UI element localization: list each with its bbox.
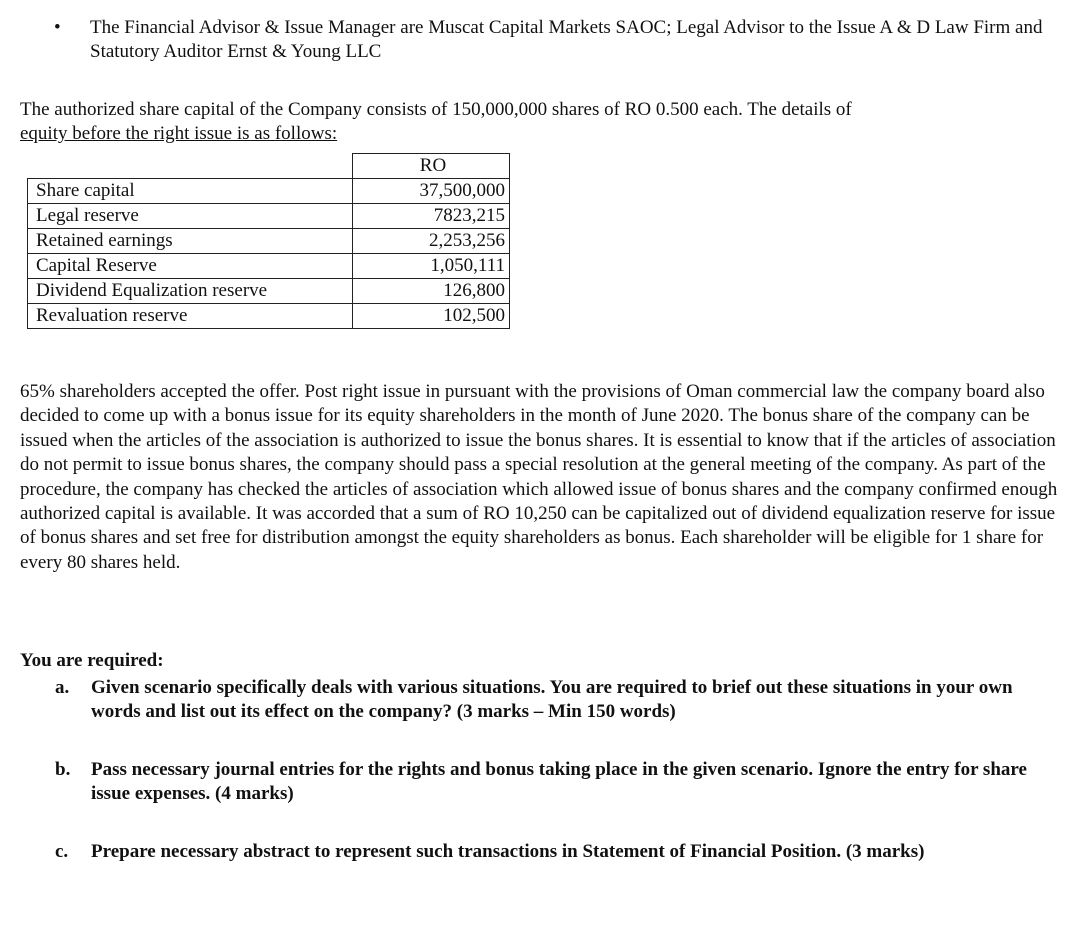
table-row bbox=[28, 179, 510, 204]
row-label: Share capital bbox=[28, 179, 353, 204]
row-value: 126,800 bbox=[353, 279, 510, 304]
table-row bbox=[28, 304, 510, 329]
table-row bbox=[28, 254, 510, 279]
equity-table-header-ro: RO bbox=[353, 154, 510, 179]
question-letter: a. bbox=[55, 677, 70, 698]
capital-paragraph bbox=[20, 98, 1072, 146]
question-a bbox=[55, 676, 1065, 724]
question-c bbox=[55, 840, 1065, 864]
table-row bbox=[28, 279, 510, 304]
row-value: 2,253,256 bbox=[353, 229, 510, 254]
equity-table-header-row bbox=[28, 154, 510, 179]
scenario-paragraph: 65% shareholders accepted the offer. Post right issue in pursuant with the provisions of Oman commercial law the company board also decided to come up with a bonus issue for its equity shareholders in the month of June 2020. The bonus share of the company can be issued when the articles of the association is authorized to issue the bonus shares. It is essential to know that if the articles of association do not permit to issue bonus shares, the company should pass a special resolution at the general meeting of the company. As part of the procedure, the company has checked the articles of association which allowed issue of bonus shares and the company confirmed enough authorized capital is available. It was accorded that a sum of RO 10,250 can be capitalized out of dividend equalization reserve for issue of bonus shares and set free for distribution amongst the equity shareholders as bonus. Each shareholder will be eligible for 1 share for every 80 shares held. bbox=[20, 381, 1058, 573]
capital-line-2: equity before the right issue is as follows: bbox=[20, 123, 338, 144]
row-label: Retained earnings bbox=[28, 229, 353, 254]
equity-table-header-blank bbox=[28, 154, 353, 179]
row-value: 1,050,111 bbox=[353, 254, 510, 279]
requirements-heading: You are required: bbox=[20, 650, 164, 671]
row-label: Dividend Equalization reserve bbox=[28, 279, 353, 304]
question-letter: c. bbox=[55, 841, 69, 862]
question-b bbox=[55, 758, 1065, 806]
advisors-text: The Financial Advisor & Issue Manager are Muscat Capital Markets SAOC; Legal Advisor to the Issue A & D Law Firm and Statutory Auditor Ernst & Young LLC bbox=[90, 17, 1043, 62]
row-value: 7823,215 bbox=[353, 204, 510, 229]
question-text: Prepare necessary abstract to represent such transactions in Statement of Financial Position. (3 marks) bbox=[91, 841, 925, 862]
row-value: 37,500,000 bbox=[353, 179, 510, 204]
table-row bbox=[28, 204, 510, 229]
question-text: Pass necessary journal entries for the rights and bonus taking place in the given scenario. Ignore the entry for share issue expenses. (4 marks) bbox=[91, 759, 1027, 804]
question-letter: b. bbox=[55, 759, 71, 780]
bullet-icon: • bbox=[54, 17, 61, 38]
capital-line-1: The authorized share capital of the Company consists of 150,000,000 shares of RO 0.500 each. The details of bbox=[20, 99, 852, 120]
equity-table bbox=[27, 153, 510, 329]
question-text: Given scenario specifically deals with various situations. You are required to brief out these situations in your own words and list out its effect on the company? (3 marks – Min 150 words) bbox=[91, 677, 1013, 722]
row-value: 102,500 bbox=[353, 304, 510, 329]
row-label: Revaluation reserve bbox=[28, 304, 353, 329]
advisors-bullet bbox=[54, 16, 1084, 64]
row-label: Legal reserve bbox=[28, 204, 353, 229]
row-label: Capital Reserve bbox=[28, 254, 353, 279]
table-row bbox=[28, 229, 510, 254]
